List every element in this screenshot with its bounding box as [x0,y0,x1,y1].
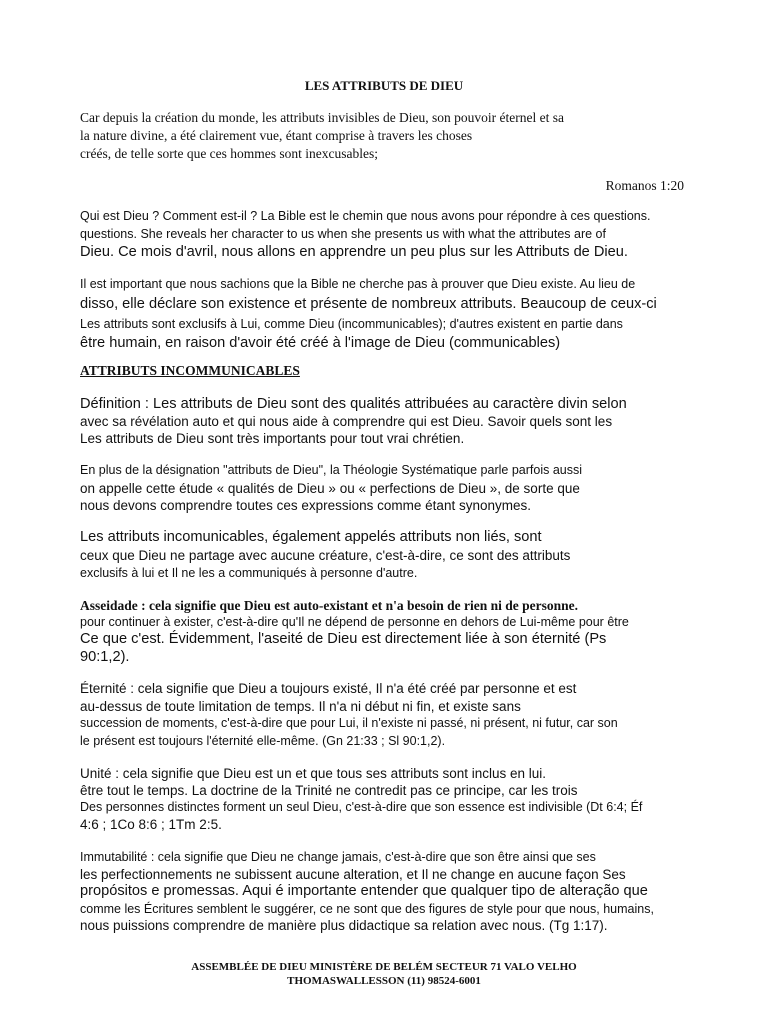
paragraph-line: avec sa révélation auto et qui nous aide à comprendre qui est Dieu. Savoir quels sont les [80,414,613,429]
paragraph-line: 4:6 ; 1Co 8:6 ; 1Tm 2:5. [80,817,222,832]
paragraph-line: propósitos e promessas. Aqui é importante entender que qualquer tipo de alteração que [80,883,648,899]
paragraph-line: 90:1,2). [80,649,130,665]
page-title: LES ATTRIBUTS DE DIEU [304,78,464,93]
paragraph-line: Éternité : cela signifie que Dieu a toujours existé, Il n'a été créé par personne et est [80,681,577,696]
paragraph-line: En plus de la désignation "attributs de Dieu", la Théologie Systématique parle parfois aussi [80,463,582,477]
paragraph-line: disso, elle déclare son existence et présente de nombreux attributs. Beaucoup de ceux-ci [80,296,657,312]
paragraph-line: succession de moments, c'est-à-dire que pour Lui, il n'existe ni passé, ni présent, ni futur, car son [80,716,618,730]
footer-line: THOMASWALLESSON (11) 98524-6001 [287,975,481,987]
paragraph-line: être humain, en raison d'avoir été créé à l'image de Dieu (communicables) [80,335,561,351]
section-heading: ATTRIBUTS INCOMMUNICABLES [80,363,300,378]
paragraph-line: Ce que c'est. Évidemment, l'aseité de Dieu est directement liée à son éternité (Ps [80,631,607,647]
verse-reference: Romanos 1:20 [605,178,684,193]
paragraph-line: Les attributs sont exclusifs à Lui, comme Dieu (incommunicables); d'autres existent en partie dans [80,317,623,331]
paragraph-line: au-dessus de toute limitation de temps. Il n'a ni début ni fin, et existe sans [80,699,521,714]
verse-line: Car depuis la création du monde, les attributs invisibles de Dieu, son pouvoir éternel et sa [80,110,565,125]
paragraph-line: les perfectionnements ne subissent aucune alteration, et Il ne change en aucune façon Ses [80,867,626,882]
paragraph-line: comme les Écritures semblent le suggérer, ce ne sont que des figures de style pour que nous, humains, [80,902,654,916]
paragraph-line: nous puissions comprendre de manière plus didactique sa relation avec nous. (Tg 1:17). [80,918,608,933]
verse-line: la nature divine, a été clairement vue, étant comprise à travers les choses [80,128,473,143]
paragraph-line: pour continuer à exister, c'est-à-dire qu'Il ne dépend de personne en dehors de Lui-même pour être [80,615,629,629]
paragraph-line: Les attributs de Dieu sont très importants pour tout vrai chrétien. [80,431,465,446]
paragraph-line: ceux que Dieu ne partage avec aucune créature, c'est-à-dire, ce sont des attributs [80,548,571,563]
paragraph-line: on appelle cette étude « qualités de Dieu » ou « perfections de Dieu », de sorte que [80,481,580,496]
footer-line: ASSEMBLÉE DE DIEU MINISTÈRE DE BELÉM SECTEUR 71 VALO VELHO [191,961,577,973]
paragraph-line: Les attributs incomunicables, également appelés attributs non liés, sont [80,529,542,545]
paragraph-line: Qui est Dieu ? Comment est-il ? La Bible est le chemin que nous avons pour répondre à ces questions. [80,209,651,223]
paragraph-line: Immutabilité : cela signifie que Dieu ne change jamais, c'est-à-dire que son être ainsi que ses [80,850,596,864]
paragraph-line: Définition : Les attributs de Dieu sont des qualités attribuées au caractère divin selon [80,396,627,412]
paragraph-line: le présent est toujours l'éternité elle-même. (Gn 21:33 ; Sl 90:1,2). [80,734,446,748]
paragraph-line: Des personnes distinctes forment un seul Dieu, c'est-à-dire que son essence est indivisible (Dt 6:4; Éf [80,800,643,814]
paragraph-line: être tout le temps. La doctrine de la Trinité ne contredit pas ce principe, car les trois [80,783,578,798]
paragraph-line: exclusifs à lui et Il ne les a communiqués à personne d'autre. [80,566,418,580]
attribute-heading-line: Asseidade : cela signifie que Dieu est auto-existant et n'a besoin de rien ni de personne. [80,598,578,613]
verse-line: créés, de telle sorte que ces hommes sont inexcusables; [80,146,379,161]
paragraph-line: Unité : cela signifie que Dieu est un et que tous ses attributs sont inclus en lui. [80,766,547,781]
paragraph-line: Il est important que nous sachions que la Bible ne cherche pas à prouver que Dieu existe. Au lieu de [80,277,636,291]
paragraph-line: nous devons comprendre toutes ces expressions comme étant synonymes. [80,498,531,513]
paragraph-line: questions. She reveals her character to us when she presents us with what the attributes are of [80,227,606,241]
paragraph-line: Dieu. Ce mois d'avril, nous allons en apprendre un peu plus sur les Attributs de Dieu. [80,244,628,260]
